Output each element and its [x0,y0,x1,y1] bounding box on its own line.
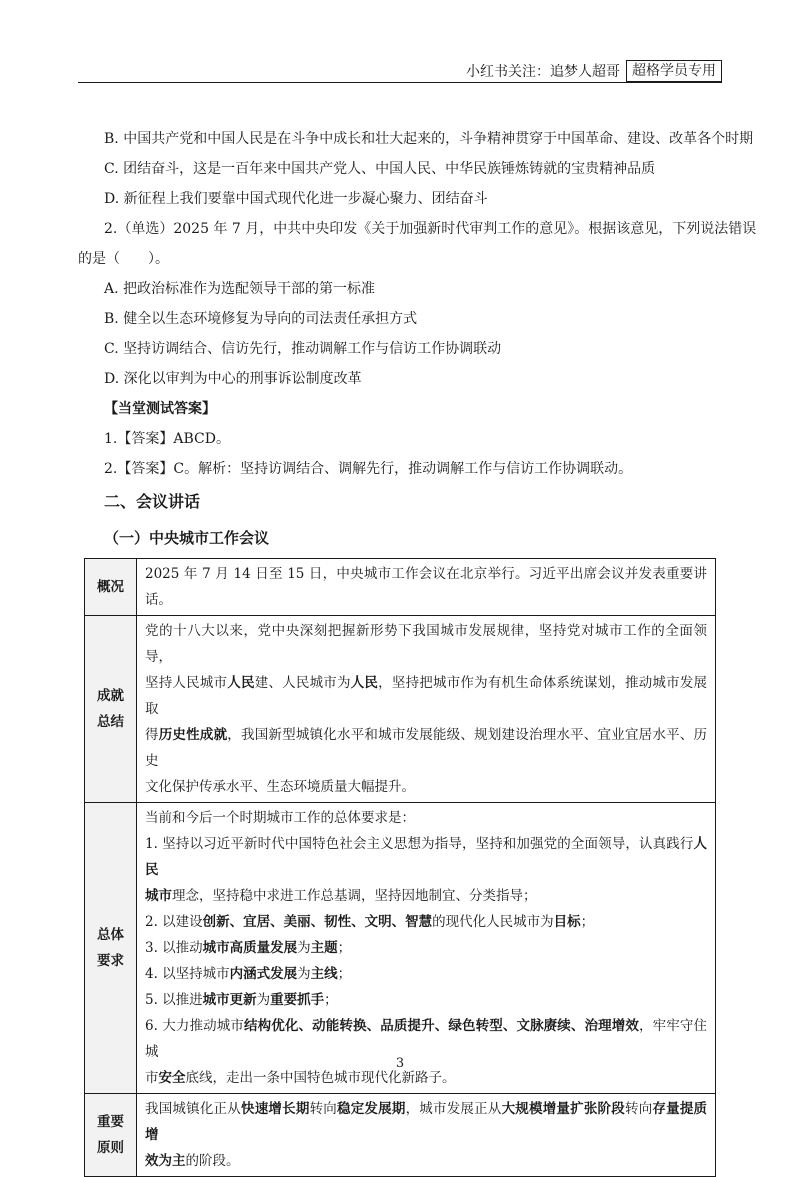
text-span: 我国城镇化正从 [145,1101,241,1117]
text-span: ，我国新型城镇化水平和城市发展能级、规划建设治理水平、宜业宜居水平、历史 [145,727,708,769]
option-d-q1: D. 新征程上我们要靠中国式现代化进一步凝心聚力、团结奋斗 [104,191,488,207]
answer-2: 2.【答案】C。解析：坚持访调结合、调解先行，推动调解工作与信访工作协调联动。 [104,461,633,477]
text-span: 市 [145,1070,159,1086]
bold-span: 大规模增量扩张阶段 [501,1101,625,1117]
text-span: 1. 坚持以习近平新时代中国特色社会主义思想为指导，坚持和加强党的全面领导，认真践行 [145,836,694,852]
header-brand: 小红书关注：追梦人超哥 [466,64,620,80]
meeting-summary-table [84,558,716,1177]
bold-span: 结构优化、动能转换、品质提升、绿色转型、文脉赓续、治理增效 [244,1018,640,1034]
page-header [466,60,722,82]
answers-heading: 【当堂测试答案】 [104,401,216,417]
text-line [145,883,707,909]
text-span: 为 [297,940,311,956]
text-span: 3. 以推动 [145,940,203,956]
text-span: 的阶段。 [185,1153,240,1169]
table-row [85,616,716,803]
text-line [145,1096,707,1148]
text-span: ； [324,992,338,1008]
question-2-line-2: 的是（ ）。 [78,251,169,267]
bold-span: 重要抓手 [270,992,325,1008]
requirements-text [137,803,716,1094]
text-span: 理念，坚持稳中求进工作总基调，坚持因地制宜、分类指导； [172,888,537,904]
bold-span: 城市高质量发展 [202,940,298,956]
text-line [145,909,707,935]
bold-span: 历史性成就 [158,727,228,743]
table-row [85,1094,716,1177]
row-label-principles [85,1094,137,1177]
bold-span: 人民 [350,675,379,691]
label-line: 总体 [97,927,124,943]
text-span: 转向 [309,1101,337,1117]
bold-span: 安全 [158,1070,186,1086]
table-row [85,559,716,616]
text-line [145,722,707,774]
text-span: ，城市发展正从 [405,1101,502,1117]
row-label-requirements [85,803,137,1094]
text-span: 2. 以建设 [145,914,203,930]
text-span: 6. 大力推动城市 [145,1018,245,1034]
option-b-q2: B. 健全以生态环境修复为导向的司法责任承担方式 [104,311,418,327]
principles-text [137,1094,716,1177]
text-span: ； [337,966,352,982]
bold-span: 内涵式发展 [229,966,298,982]
bold-span: 城市 [145,888,172,904]
bold-span: 主题 [310,940,338,956]
achievements-text [137,616,716,803]
label-line: 成就 [97,688,124,704]
text-line: 文化保护传承水平、生态环境质量大幅提升。 [145,779,415,795]
row-label-achievements [85,616,137,803]
text-span: 建、人民城市为 [254,675,351,691]
text-span: ； [337,940,352,956]
overview-text [137,559,716,616]
bold-span: 稳定发展期 [337,1101,406,1117]
text-span: 底线，走出一条中国特色城市现代化新路子。 [185,1070,456,1086]
text-line [145,670,707,722]
bold-span: 主线 [310,966,338,982]
bold-span: 城市更新 [202,992,257,1008]
text-span: ； [580,914,595,930]
text-line [145,831,707,883]
text-line: 当前和今后一个时期城市工作的总体要求是： [145,810,415,826]
option-c-q1: C. 团结奋斗，这是一百年来中国共产党人、中国人民、中华民族锤炼铸就的宝贵精神品质 [104,161,656,177]
bold-span: 存量提质增 [145,1101,708,1143]
text-span: 转向 [624,1101,653,1117]
text-span: 的现代化人民城市为 [432,914,554,930]
bold-span: 快速增长期 [241,1101,310,1117]
text-line [145,961,707,987]
option-a-q2: A. 把政治标准作为选配领导干部的第一标准 [104,281,376,297]
text-span: 4. 以坚持城市 [145,966,230,982]
label-line: 重要 [97,1114,124,1130]
row-label-overview: 概况 [85,559,137,616]
answer-1: 1.【答案】ABCD。 [104,431,230,447]
table-row [85,803,716,1094]
bold-span: 人民 [145,836,707,878]
question-2-line-1: 2.（单选）2025 年 7 月，中共中央印发《关于加强新时代审判工作的意见》。根据该意见，下列说法错误 [104,221,757,237]
section-heading: 二、会议讲话 [104,492,201,511]
text-span: 坚持人民城市 [145,675,228,691]
text-span: 得 [145,727,159,743]
overview-line: 2025 年 7 月 14 日至 15 日，中央城市工作会议在北京举行。习近平出席会议并发表重要讲话。 [145,566,707,608]
page-number: 3 [395,1056,405,1071]
option-d-q2: D. 深化以审判为中心的刑事诉讼制度改革 [104,371,362,387]
text-span: 为 [256,992,271,1008]
option-c-q2: C. 坚持访调结合、信访先行，推动调解工作与信访工作协调联动 [104,341,502,357]
header-rule [78,82,722,83]
document-body [78,124,757,556]
text-span: 5. 以推进 [145,992,203,1008]
text-span: ，牢牢守住城 [145,1018,708,1060]
text-line [145,987,707,1013]
text-line [145,935,707,961]
bold-span: 创新、宜居、美丽、韧性、文明、智慧 [202,914,433,930]
option-b-q1: B. 中国共产党和中国人民是在斗争中成长和壮大起来的，斗争精神贯穿于中国革命、建设、改革各个时期 [104,131,754,147]
bold-span: 目标 [553,914,581,930]
label-line: 总结 [97,714,124,730]
label-line: 要求 [97,953,124,969]
bold-span: 效为主 [145,1153,186,1169]
bold-span: 人民 [227,675,255,691]
text-line: 党的十八大以来，党中央深刻把握新形势下我国城市发展规律，坚持党对城市工作的全面领导， [145,623,707,665]
text-line [145,1148,707,1174]
text-span: 为 [297,966,311,982]
text-span: ，坚持把城市作为有机生命体系统谋划，推动城市发展取 [145,675,708,717]
sub-heading: （一）中央城市工作会议 [104,529,270,547]
label-line: 原则 [97,1140,124,1156]
header-badge: 超格学员专用 [626,60,722,82]
